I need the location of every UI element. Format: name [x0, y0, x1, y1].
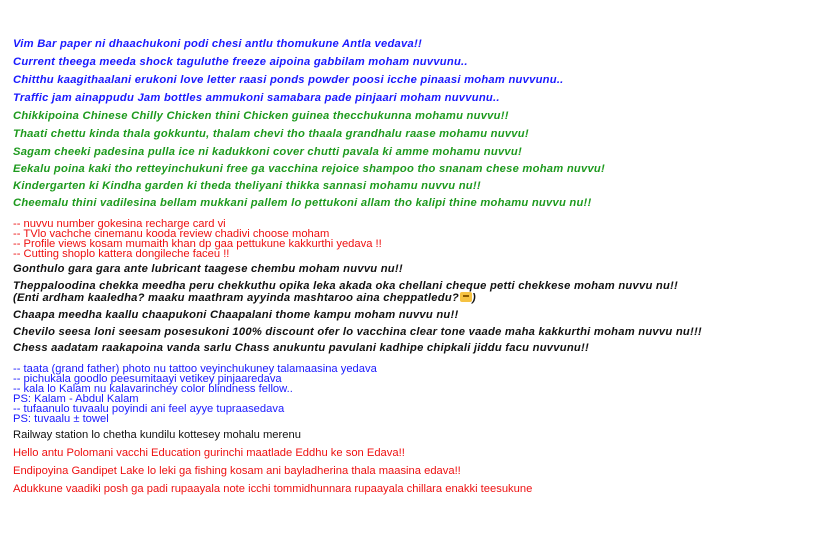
text-line: Hello antu Polomani vacchi Education gurinchi maatlade Eddhu ke son Edava!!	[13, 447, 405, 459]
text-line: Sagam cheeki padesina pulla ice ni kadukkoni cover chutti pavala ki amme mohamu nuvvu!	[13, 146, 522, 158]
text-line: Chevilo seesa loni seesam posesukoni 100% discount ofer lo vacchina clear tone vaade maha kakkurthi moham nuvvu nu!!!	[13, 326, 702, 338]
text-fragment: )	[472, 292, 476, 304]
list-item: -- kala lo Kalam nu kalavarinchey color blindness fellow..	[13, 383, 293, 395]
text-line: Eekalu poina kaki tho retteyinchukuni free ga vacchina rejoice shampoo tho snanam chese moham nuvvu!	[13, 163, 605, 175]
text-line: Cheemalu thini vadilesina bellam mukkani pallem lo pettukoni allam tho kalipi thine mohamu nuvvu nu!!	[13, 197, 592, 209]
green-group	[13, 110, 820, 209]
blue-group	[13, 38, 820, 105]
text-line: Endipoyina Gandipet Lake lo leki ga fishing kosam ani bayladherina thala maasina edava!!	[13, 465, 461, 477]
text-fragment: (Enti ardham kaaledha? maaku maathram ayyinda mashtaroo aina cheppatledu?	[13, 292, 459, 304]
list-item: -- Cutting shoplo kattera dongileche faceu !!	[13, 248, 230, 260]
text-line: Traffic jam ainappudu Jam bottles ammukoni samabara pade pinjaari moham nuvvunu..	[13, 92, 500, 104]
red-list	[13, 219, 820, 259]
text-line: Thaati chettu kinda thala gokkuntu, thalam chevi tho thaala grandhalu raase mohamu nuvvu!	[13, 128, 529, 140]
text-line: Adukkune vaadiki posh ga padi rupaayala note icchi tommidhunnara rupaayala chillara enakki teesukune	[13, 483, 533, 495]
text-line: Chitthu kaagithaalani erukoni love letter raasi ponds powder poosi icche pinaasi moham nuvvunu..	[13, 74, 564, 86]
list-item: -- tufaanulo tuvaalu poyindi ani feel ayye tupraasedava	[13, 403, 285, 415]
text-line: Chess aadatam raakapoina vanda sarlu Chass anukuntu pavulani kadhipe chipkali jiddu facu nuvvunu!!	[13, 342, 589, 354]
list-item: -- nuvvu number gokesina recharge card vi	[13, 218, 226, 230]
text-line: Railway station lo chetha kundilu kottesey mohalu merenu	[13, 429, 301, 441]
black-group	[13, 263, 820, 354]
text-line: Gonthulo gara gara ante lubricant taagese chembu moham nuvvu nu!!	[13, 263, 403, 275]
text-line: Theppaloodina chekka meedha peru chekkuthu opika leka akada oka chellani cheque petti chekkese moham nuvvu nu!!	[13, 280, 679, 292]
text-line: Chikkipoina Chinese Chilly Chicken thini Chicken guinea thecchukunna mohamu nuvvu!!	[13, 110, 509, 122]
list-item: -- Profile views kosam mumaith khan dp gaa pettukune kakkurthi yedava !!	[13, 238, 382, 250]
list-item: -- taata (grand father) photo nu tattoo veyinchukuney talamaasina yedava	[13, 363, 377, 375]
list-item: -- pichukala goodlo peesumitaayi vetikey pinjaaredava	[13, 373, 282, 385]
text-line: Vim Bar paper ni dhaachukoni podi chesi antlu thomukune Antla vedava!!	[13, 38, 422, 50]
text-line	[13, 292, 820, 304]
red-plain-group	[13, 447, 820, 496]
list-item: PS: tuvaalu ± towel	[13, 413, 109, 425]
list-item: -- TVlo vachche cinemanu kooda review chadivi choose moham	[13, 228, 330, 240]
text-line: Kindergarten ki Kindha garden ki theda theliyani thikka sannasi mohamu nuvvu nu!!	[13, 180, 481, 192]
list-item: PS: Kalam - Abdul Kalam	[13, 393, 139, 405]
embarrassed-face-emoji-icon	[460, 292, 472, 302]
text-line: Current theega meeda shock taguluthe freeze aipoina gabbilam moham nuvvunu..	[13, 56, 468, 68]
blue-list	[13, 364, 820, 424]
text-line: Chaapa meedha kaallu chaapukoni Chaapalani thome kampu moham nuvvu nu!!	[13, 309, 459, 321]
